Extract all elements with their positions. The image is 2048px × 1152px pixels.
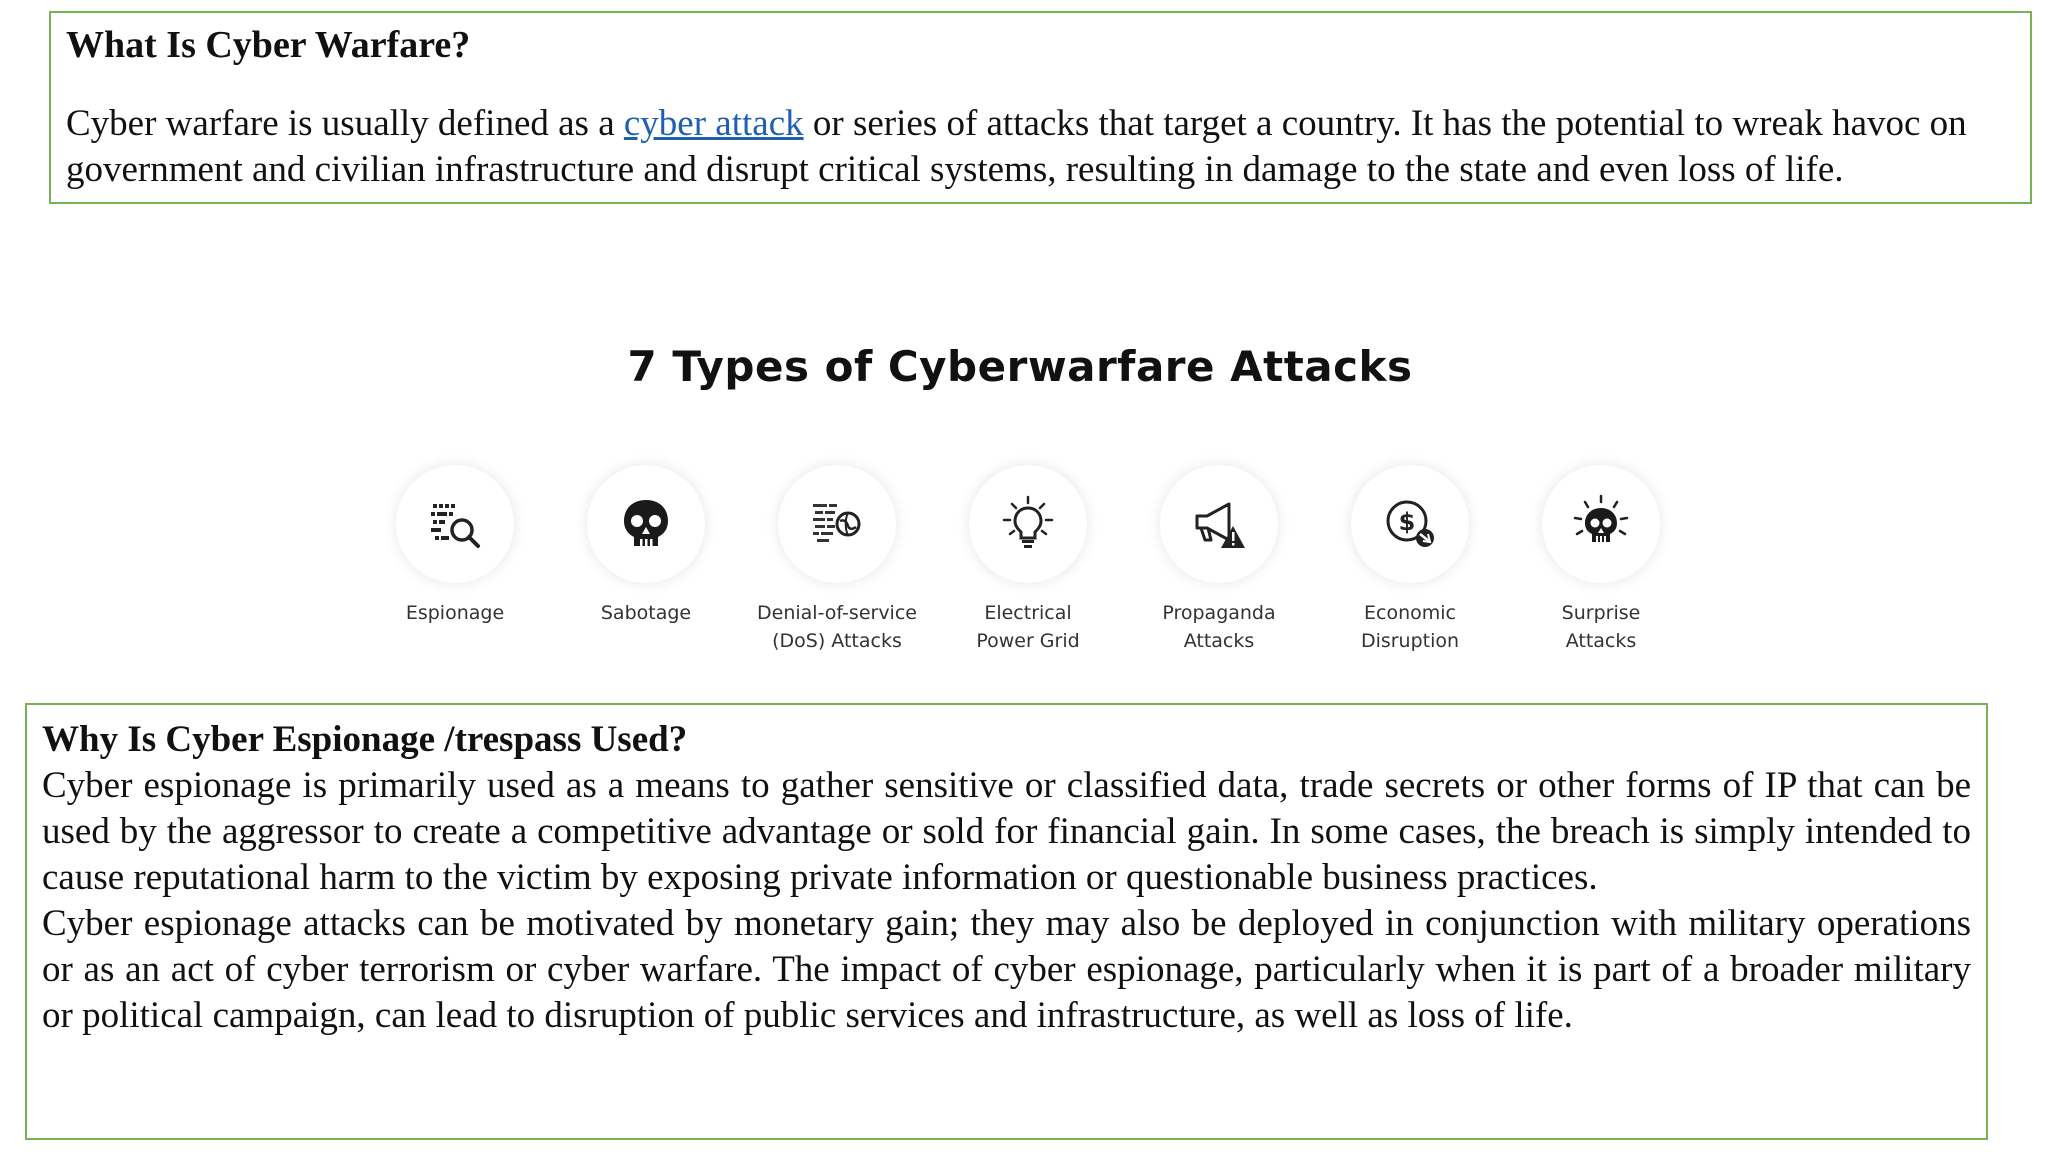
type-label: Sabotage [600,602,692,624]
dollar-coin-icon [1380,494,1440,554]
type-icon-circle [587,465,705,583]
type-electrical-power-grid [933,465,1123,655]
svg-text:$: $ [1398,508,1416,536]
type-sabotage [551,465,741,627]
type-label: Denial-of-service (DoS) Attacks [757,602,917,652]
para-text-before-link: Cyber warfare is usually defined as a [66,103,624,144]
type-label: Propaganda Attacks [1162,602,1276,652]
megaphone-warning-icon [1189,494,1249,554]
type-label: Economic Disruption [1360,602,1460,652]
type-icon-circle [396,465,514,583]
cyber-attack-link[interactable]: cyber attack [623,103,804,144]
lightbulb-icon [998,494,1058,554]
section-paragraph [66,101,2016,193]
para-text-after-link: or series of attacks that target a country. It has the potential to wreak havoc on government and civilian infrastructure and disrupt critical systems, resulting in damage to the state and even loss of life. [66,103,1967,190]
type-dos-attacks [742,465,932,655]
type-icon-circle [1160,465,1278,583]
section-paragraph-2: Cyber espionage attacks can be motivated by monetary gain; they may also be deployed in conjunction with military operations or as an act of cyber terrorism or cyber warfare. The impact of cyber espionage, particularly when it is part of a broader military or political campaign, can lead to disruption of public services and infrastructure, as well as loss of life. [42,903,1971,1036]
type-icon-circle [1351,465,1469,583]
type-surprise-attacks [1506,465,1696,655]
type-propaganda-attacks [1124,465,1314,655]
skull-burst-icon [1571,494,1631,554]
infographic-title: 7 Types of Cyberwarfare Attacks [627,342,1413,391]
section-heading: Why Is Cyber Espionage /trespass Used? [42,719,688,760]
section-paragraph-1: Cyber espionage is primarily used as a means to gather sensitive or classified data, trade secrets or other forms of IP that can be used by the aggressor to create a competitive advantage or sold for financial gain. In some cases, the breach is simply intended to cause reputational harm to the victim by exposing private information or questionable business practices. [42,765,1971,898]
type-economic-disruption [1315,465,1505,655]
type-icon-circle [778,465,896,583]
type-label: Espionage [405,602,505,624]
type-label: Surprise Attacks [1561,602,1641,652]
why-cyber-espionage-box [25,703,1988,1140]
cyberwarfare-types-infographic [360,320,1680,650]
data-globe-icon [807,494,867,554]
type-espionage [360,465,550,627]
type-label: Electrical Power Grid [976,602,1080,652]
section-heading: What Is Cyber Warfare? [66,24,471,66]
magnifier-data-icon [425,494,485,554]
type-icon-circle [969,465,1087,583]
type-icon-circle [1542,465,1660,583]
what-is-cyber-warfare-box [49,11,2032,204]
skull-icon [616,494,676,554]
